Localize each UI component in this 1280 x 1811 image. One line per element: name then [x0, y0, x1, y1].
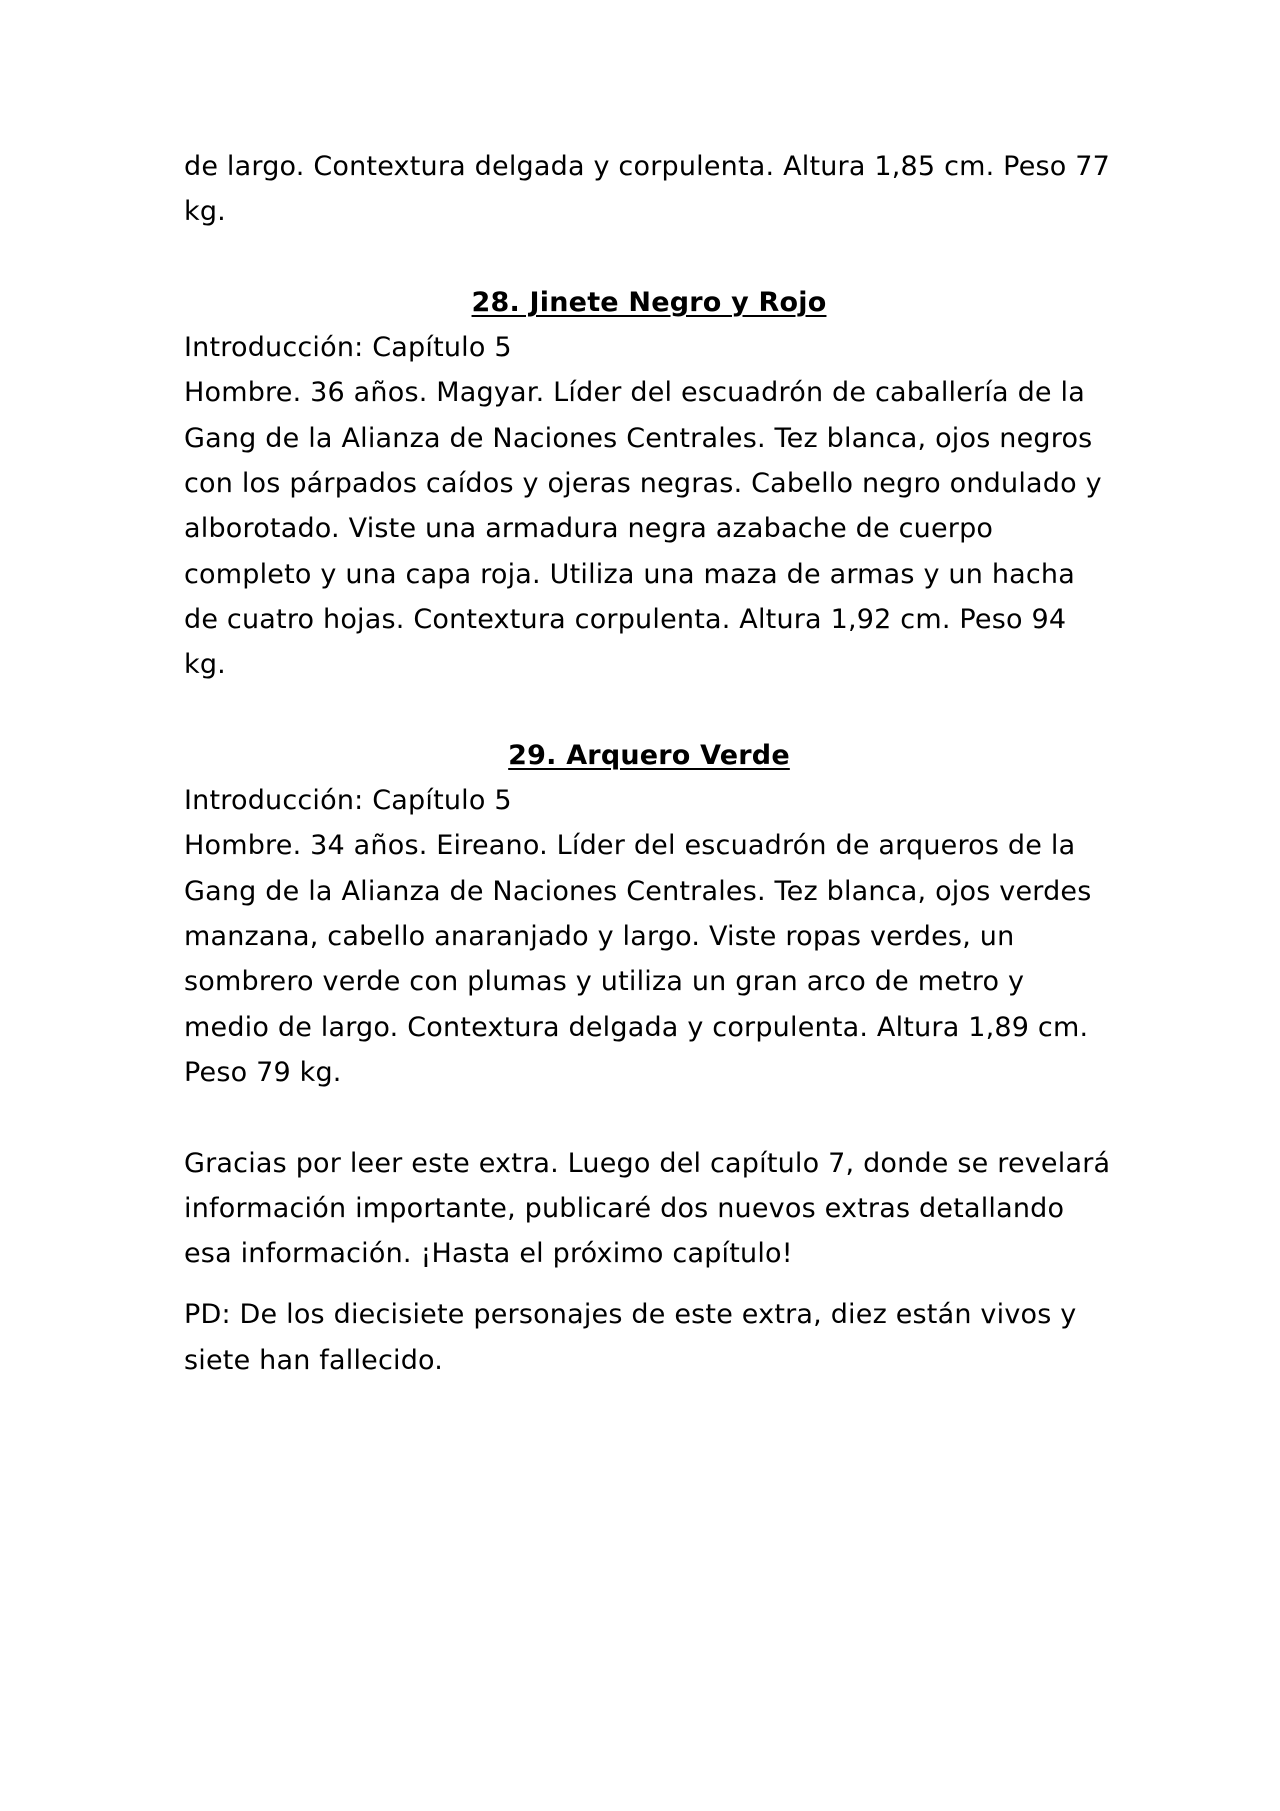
- section-description-29: Hombre. 34 años. Eireano. Líder del escuadrón de arqueros de la Gang de la Alianza de Naciones Centrales. Tez blanca, ojos verdes manzana, cabello anaranjado y largo. Viste ropas verdes, un sombrero verde con plumas y utiliza un gran arco de metro y medio de largo. Contextura delgada y corpulenta. Altura 1,89 cm. Peso 79 kg.: [184, 830, 1092, 1088]
- spacer: [184, 688, 1114, 733]
- section-intro-28: Introducción: Capítulo 5: [184, 332, 512, 364]
- spacer: [184, 1276, 1114, 1292]
- spacer: [184, 1095, 1114, 1140]
- section-description-28: Hombre. 36 años. Magyar. Líder del escuadrón de caballería de la Gang de la Alianza de Naciones Centrales. Tez blanca, ojos negros con los párpados caídos y ojeras negras. Cabello negro ondulado y alborotado. Viste una armadura negra azabache de cuerpo completo y una capa roja. Utiliza una maza de armas y un hacha de cuatro hojas. Contextura corpulenta. Altura 1,92 cm. Peso 94 kg.: [184, 377, 1102, 681]
- closing-paragraph: Gracias por leer este extra. Luego del capítulo 7, donde se revelará información importante, publicaré dos nuevos extras detallando esa información. ¡Hasta el próximo capítulo!: [184, 1147, 1111, 1270]
- section-heading-28: 28. Jinete Negro y Rojo: [471, 286, 827, 318]
- continuation-paragraph: de largo. Contextura delgada y corpulenta. Altura 1,85 cm. Peso 77 kg.: [184, 151, 1111, 228]
- spacer: [184, 235, 1114, 280]
- section-heading-29: 29. Arquero Verde: [508, 739, 790, 771]
- document-body: [184, 144, 1114, 1383]
- postscript-paragraph: PD: De los diecisiete personajes de este extra, diez están vivos y siete han fallecido.: [184, 1299, 1077, 1376]
- section-intro-29: Introducción: Capítulo 5: [184, 785, 512, 817]
